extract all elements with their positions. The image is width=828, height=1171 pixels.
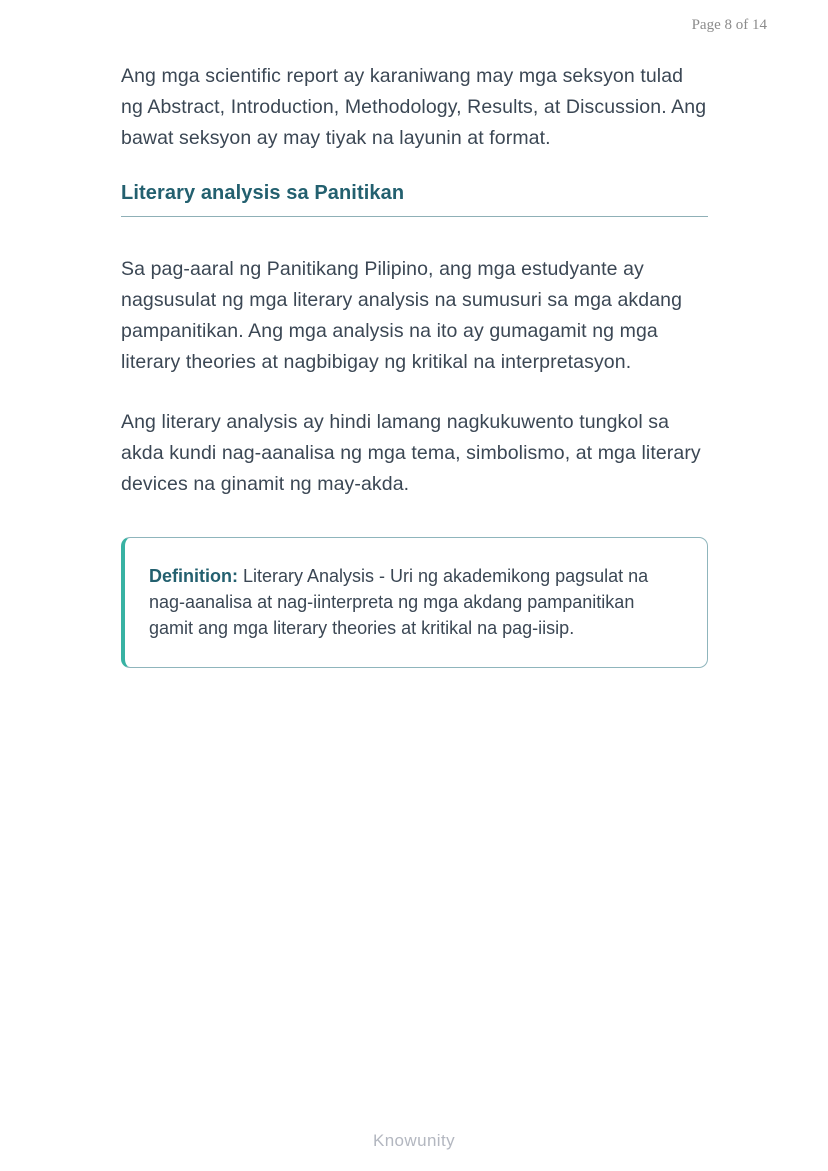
definition-callout-box [121, 537, 708, 668]
definition-label: Definition: [149, 566, 238, 586]
paragraph-scientific-report: Ang mga scientific report ay karaniwang may mga seksyon tulad ng Abstract, Introduction, Methodology, Results, at Discussion. Ang bawat seksyon ay may tiyak na layunin at format. [121, 65, 707, 149]
footer-brand: Knowunity [372, 1131, 456, 1150]
page-content [121, 61, 708, 668]
section-heading-literary-analysis: Literary analysis sa Panitikan [121, 182, 708, 217]
paragraph-pag-aaral: Sa pag-aaral ng Panitikang Pilipino, ang mga estudyante ay nagsusulat ng mga literary analysis na sumusuri sa mga akdang pampanitikan. Ang mga analysis na ito ay gumagamit ng mga literary theories at nagbibigay ng kritikal na interpretasyon. [121, 258, 683, 373]
paragraph-literary-analysis-detail: Ang literary analysis ay hindi lamang nagkukuwento tungkol sa akda kundi nag-aanalisa ng mga tema, simbolismo, at mga literary devices na ginamit ng may-akda. [121, 411, 701, 495]
definition-text: Literary Analysis - Uri ng akademikong pagsulat na nag-aanalisa at nag-iinterpreta ng mga akdang pampanitikan gamit ang mga literary theories at kritikal na pag-iisip. [149, 566, 649, 638]
page-number: Page 8 of 14 [691, 17, 767, 33]
